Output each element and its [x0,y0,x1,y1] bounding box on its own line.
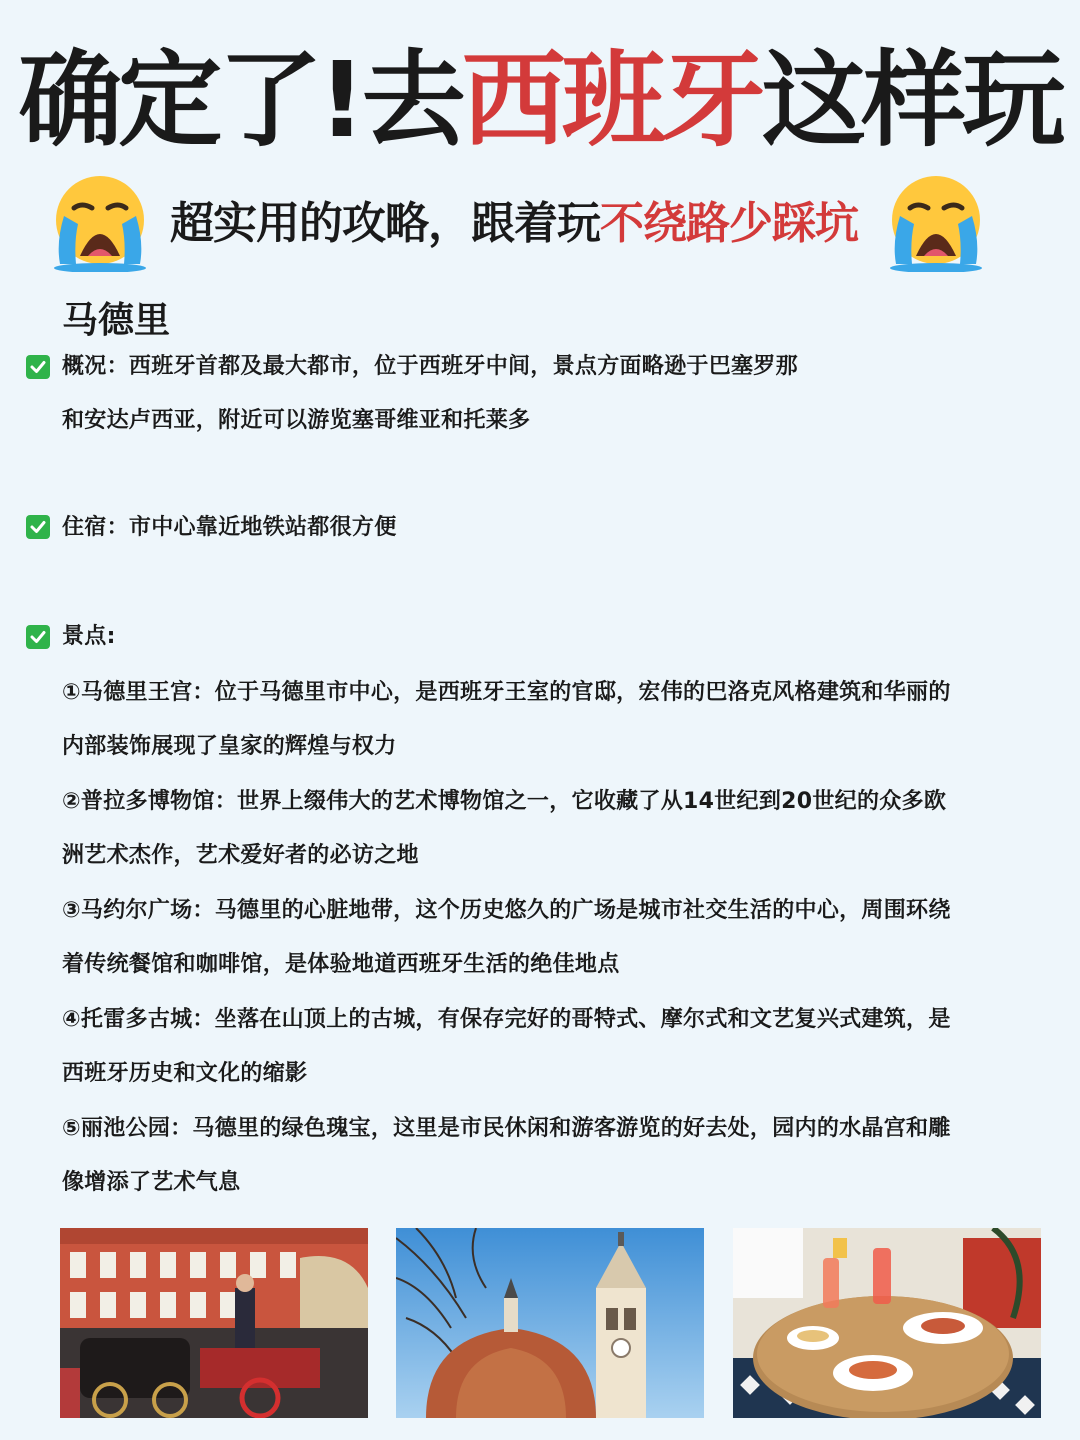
photo-tapas-table [733,1228,1041,1418]
sight-4-line-1: ④托雷多古城：坐落在山顶上的古城，有保存完好的哥特式、摩尔式和文艺复兴式建筑，是 [62,1007,951,1032]
title-part-1: 确定了!去 [18,39,462,161]
check-mark-icon [26,625,50,649]
check-mark-icon [26,515,50,539]
subtitle-part: 超实用的攻略，跟着玩 [170,198,600,249]
lodging-text: 住宿：市中心靠近地铁站都很方便 [62,515,397,540]
sight-2-line-2: 洲艺术杰作，艺术爱好者的必访之地 [62,843,419,868]
sights-label: 景点: [62,624,116,649]
check-mark-icon [26,355,50,379]
page-subtitle [170,196,890,252]
sight-3-line-2: 着传统餐馆和咖啡馆，是体验地道西班牙生活的绝佳地点 [62,952,620,977]
sight-1-line-2: 内部装饰展现了皇家的辉煌与权力 [62,734,397,759]
title-part-2: 这样玩 [761,39,1062,161]
overview-line-2: 和安达卢西亚，附近可以游览塞哥维亚和托莱多 [62,408,531,433]
photo-cathedral-dome [396,1228,704,1418]
loudly-crying-face-icon [886,172,986,272]
subtitle-highlight: 不绕路少踩坑 [600,198,858,249]
photo-royal-carriage [60,1228,368,1418]
subtitle-row [0,172,1080,272]
sight-1-line-1: ①马德里王宫：位于马德里市中心，是西班牙王室的官邸，宏伟的巴洛克风格建筑和华丽的 [62,680,951,705]
sight-2-line-1: ②普拉多博物馆：世界上缀伟大的艺术博物馆之一，它收藏了从14世纪到20世纪的众多欧 [62,789,947,814]
sight-5-line-2: 像增添了艺术气息 [62,1170,241,1195]
sight-3-line-1: ③马约尔广场：马德里的心脏地带，这个历史悠久的广场是城市社交生活的中心，周围环绕 [62,898,951,923]
page-title [0,40,1080,160]
sight-4-line-2: 西班牙历史和文化的缩影 [62,1061,308,1086]
overview-line-1: 概况：西班牙首都及最大都市，位于西班牙中间，景点方面略逊于巴塞罗那 [62,354,798,379]
loudly-crying-face-icon [50,172,150,272]
sight-5-line-1: ⑤丽池公园：马德里的绿色瑰宝，这里是市民休闲和游客游览的好去处，园内的水晶宫和雕 [62,1116,951,1141]
title-part-highlight: 西班牙 [461,39,762,161]
city-heading: 马德里 [62,300,171,341]
